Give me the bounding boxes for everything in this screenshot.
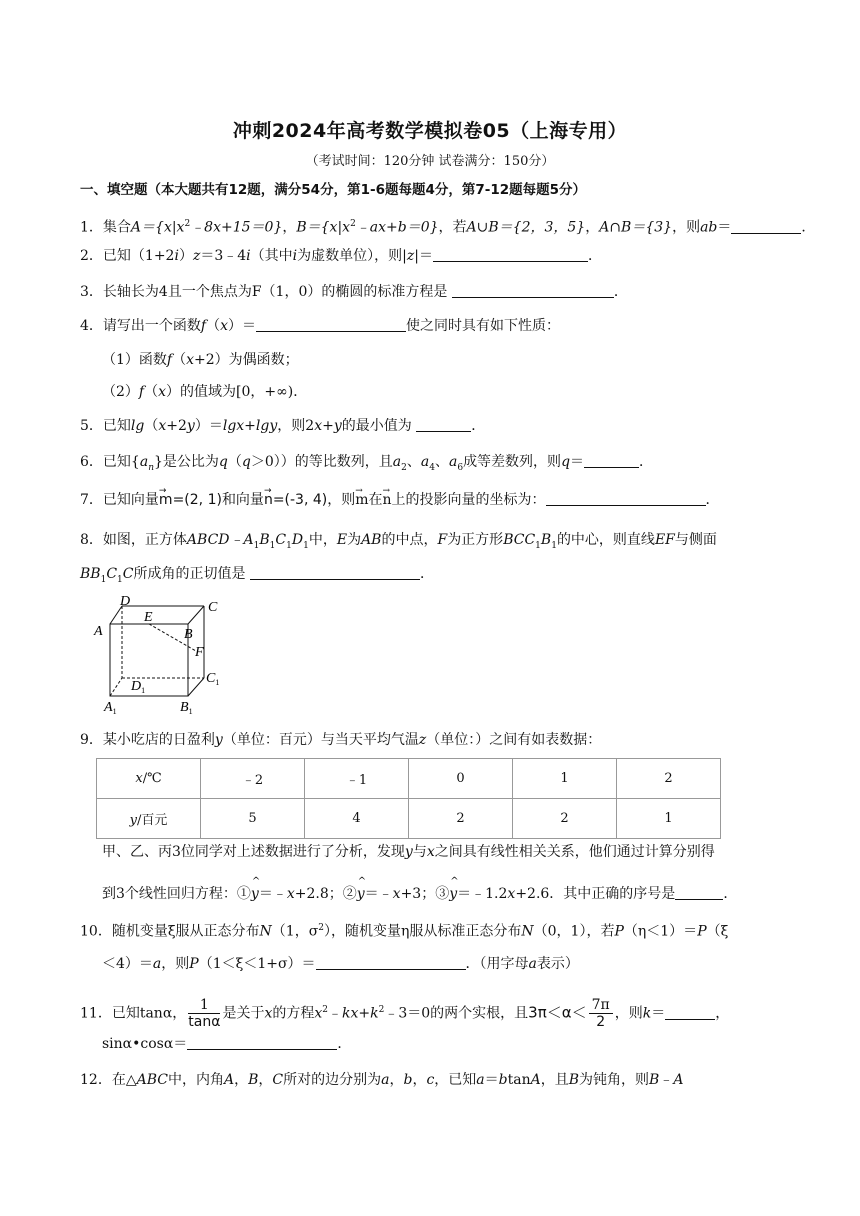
question-9-equations: 到3个线性回归方程：①^ y＝﹣x+2.8；②^ y＝﹣x+3；③^ y＝﹣1.2x+2.6．其中正确的序号是 ． (102, 884, 822, 904)
data-table (96, 758, 721, 839)
vector-m: → m (355, 490, 368, 510)
table-cell: 4 (305, 799, 409, 839)
question-4-property-1: （1）函数f（x+2）为偶函数； (102, 352, 299, 368)
vertex-label-B1: $B_1$ (180, 700, 193, 716)
question-11: 11．已知tanα， $\frac{1}{\tan\alpha}$ 是关于x的方程$x^2﹣kx+k^2﹣3=0$的两个实根，且3π＜α＜ $\frac{7\pi}{2}$ ，则k＝ ， (80, 997, 730, 1031)
exam-info: （考试时间：120分钟 试卷满分：150分） (305, 154, 555, 169)
vertex-label-C: C (208, 600, 218, 615)
fraction: $\frac{1}{\tan\alpha}$ (188, 997, 221, 1031)
answer-blank[interactable] (584, 453, 639, 468)
answer-blank[interactable] (452, 283, 614, 298)
table-cell: 1 (513, 759, 617, 799)
table-cell: 2 (513, 799, 617, 839)
table-cell: 1 (617, 799, 721, 839)
question-10-cont: ＜4）＝a，则P（1＜ξ＜1+σ）＝ ．（用字母a表示） (102, 956, 579, 972)
table-cell: ﹣2 (201, 759, 305, 799)
question-10: 10．随机变量ξ服从正态分布N（1，$\sigma^2$），随机变量η服从标准正态分布N（0，1），若P（η＜1）＝P（ξ (80, 923, 729, 940)
table-cell: 2 (409, 799, 513, 839)
answer-blank[interactable] (316, 955, 466, 970)
question-11-cont: sinα•cosα＝ ． (102, 1036, 352, 1052)
question-5: 5．已知lg（x+2y）＝lgx+lgy，则2x+y的最小值为 ． (80, 418, 486, 434)
vector-n: → n (383, 490, 392, 510)
vector-n: → n (264, 490, 273, 510)
question-8-cont: $BB_1C_1C$所成角的正切值是 ． (80, 566, 434, 585)
question-3: 3．长轴长为4且一个焦点为F（1，0）的椭圆的标准方程是 ． (80, 284, 628, 300)
answer-blank[interactable] (187, 1035, 337, 1050)
question-6: 6．已知$\{a_n\}$是公比为q（q＞0））的等比数列，且$a_2$、$a_4$、$a_6$成等差数列，则q＝ ． (80, 454, 654, 473)
point-label-F: F (195, 645, 204, 660)
vertex-label-D: D (120, 594, 131, 609)
section-heading: 一、填空题（本大题共有12题，满分54分，第1-6题每题4分，第7-12题每题5分） (80, 182, 587, 198)
question-12: 12．在△ABC中，内角A，B，C所对的边分别为a，b，c，已知a＝btanA，且B为钝角，则B﹣A (80, 1072, 684, 1088)
vertex-label-A: A (94, 624, 103, 639)
question-2: 2．已知（1+2i）z＝3﹣4i（其中i为虚数单位），则|z|＝ ． (80, 248, 602, 264)
row-header: y/百元 (97, 799, 201, 839)
vertex-label-C1: $C_1$ (206, 671, 220, 687)
question-8: 8．如图，正方体$ABCD﹣A_1B_1C_1D_1$中，E为AB的中点，F为正方形$BCC_1B_1$的中心，则直线EF与侧面 (80, 532, 717, 551)
question-4-property-2: （2）f（x）的值域为[0，+∞)． (102, 384, 308, 400)
question-1: 1．集合$A=\{x|x^2﹣8x+15=0\}$，$B=\{x|x^2﹣ax+b=0\}$，若A∪B＝{2，3，5}，A∩B＝{3}，则ab＝ ． (80, 219, 816, 236)
table-row (97, 759, 721, 799)
answer-blank[interactable] (256, 317, 406, 332)
answer-blank[interactable] (675, 885, 723, 900)
table-cell: 5 (201, 799, 305, 839)
question-9-analysis: 甲、乙、丙3位同学对上述数据进行了分析，发现y与x之间具有线性相关关系，他们通过计算分别得 (102, 844, 715, 860)
table-cell: ﹣1 (305, 759, 409, 799)
table-cell: 2 (617, 759, 721, 799)
point-label-E: E (144, 610, 153, 625)
vector-m: → m (159, 490, 173, 510)
answer-blank[interactable] (731, 219, 801, 234)
answer-blank[interactable] (416, 417, 471, 432)
vertex-label-B: B (184, 627, 193, 642)
answer-blank[interactable] (546, 491, 706, 506)
answer-blank[interactable] (433, 247, 588, 262)
answer-blank[interactable] (250, 565, 420, 580)
fraction: $\frac{7\pi}{2}$ (589, 997, 613, 1030)
row-header: x/℃ (97, 759, 201, 799)
question-7: 7．已知向量→ m=(2, 1)和向量→ n=(-3, 4)，则→ m在→ n上的投影向量的坐标为： ． (80, 490, 800, 510)
table-cell: 0 (409, 759, 513, 799)
question-9: 9．某小吃店的日盈利y（单位：百元）与当天平均气温z（单位：）之间有如表数据： (80, 732, 602, 748)
answer-blank[interactable] (665, 1005, 715, 1020)
vertex-label-D1: $D_1$ (131, 679, 146, 695)
table-row (97, 799, 721, 839)
question-4: 4．请写出一个函数f（x）＝ 使之同时具有如下性质： (80, 318, 561, 334)
vertex-label-A1: $A_1$ (104, 700, 117, 716)
page-title: 冲刺2024年高考数学模拟卷05（上海专用） (232, 120, 628, 142)
cube-figure (92, 592, 242, 722)
